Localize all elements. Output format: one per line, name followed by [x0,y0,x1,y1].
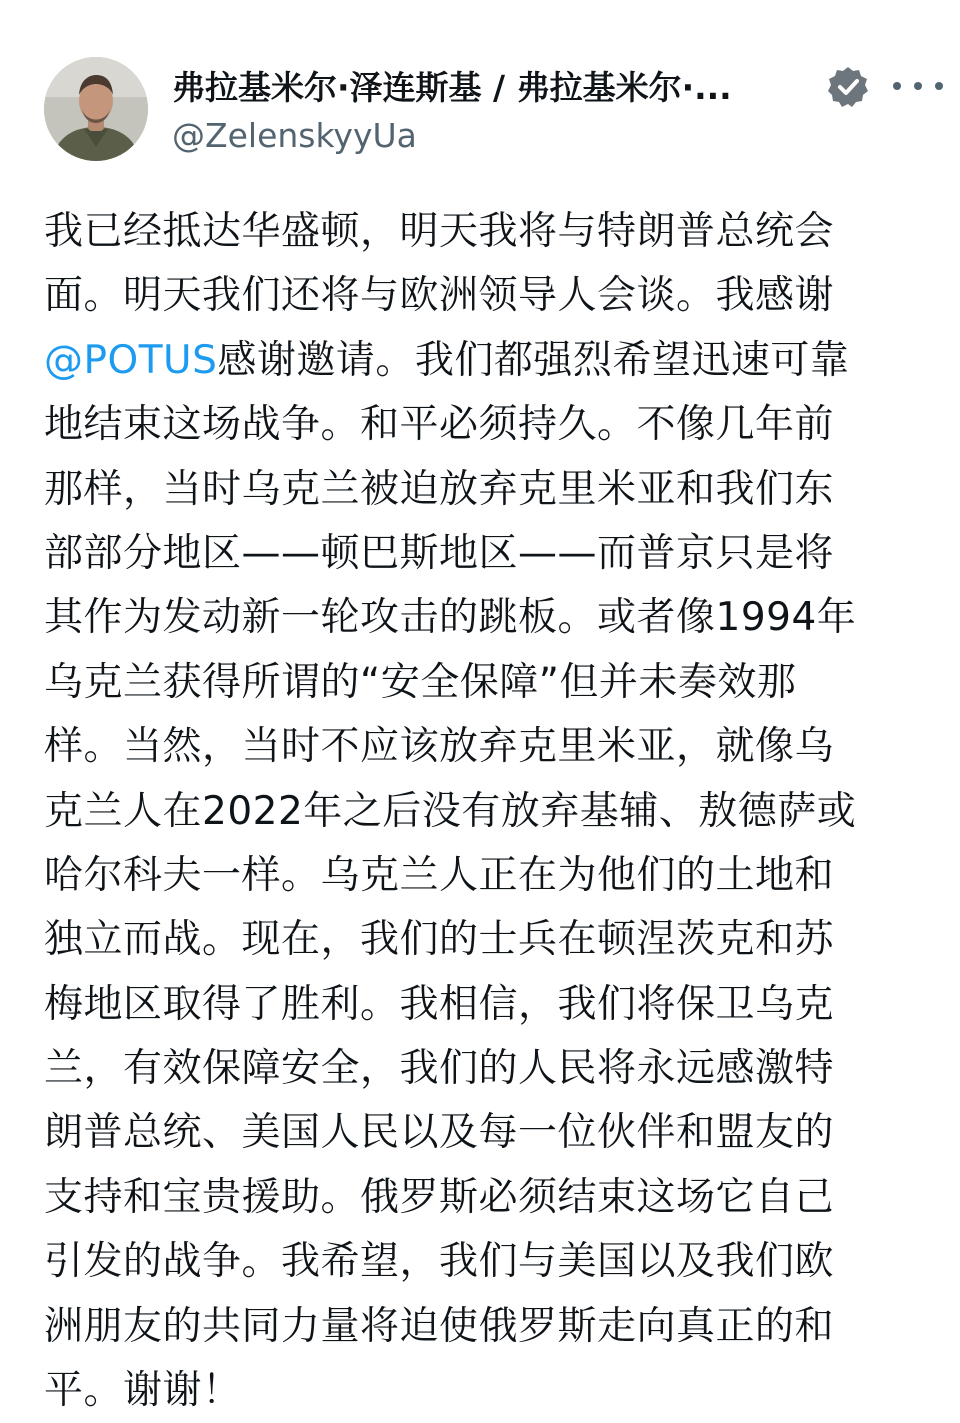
handle[interactable]: @ZelenskyyUa [172,116,417,155]
verified-badge-icon [826,65,870,109]
post-line: 我已经抵达华盛顿，明天我将与特朗普总统会 [44,209,835,254]
more-options-button[interactable] [893,66,943,106]
post-line: 引发的战争。我希望，我们与美国以及我们欧 [44,1239,835,1285]
post-line [44,329,944,393]
post-line: 地结束这场战争。和平必须持久。不像几年前 [44,402,835,448]
post-line-text: 感谢邀请。我们都强烈希望迅速可靠 [217,337,850,383]
more-horizontal-icon [893,82,901,90]
display-name[interactable]: 弗拉基米尔·泽连斯基 / 弗拉基米尔·... [172,68,732,107]
avatar[interactable] [44,57,148,161]
avatar-image [44,57,148,161]
mention-link[interactable]: @POTUS [44,337,218,383]
post-line: 克兰人在2022年之后没有放弃基辅、敖德萨或 [44,788,857,834]
post-line: 洲朋友的共同力量将迫使俄罗斯走向真正的和 [44,1303,835,1349]
post-line: 那样，当时乌克兰被迫放弃克里米亚和我们东 [44,466,835,512]
post-line: 样。当然，当时不应该放弃克里米亚，就像乌 [44,724,835,770]
post-line: 平。谢谢！ [44,1368,242,1414]
post-line: 乌克兰获得所谓的“安全保障”但并未奏效那 [44,659,797,705]
post-header [0,0,960,170]
post-line: 兰，有效保障安全，我们的人民将永远感激特 [44,1046,835,1092]
post-line: 部部分地区——顿巴斯地区——而普京只是将 [44,530,835,576]
post-text [44,200,944,1423]
post-line: 面。明天我们还将与欧洲领导人会谈。我感谢 [44,273,835,319]
post-line: 梅地区取得了胜利。我相信，我们将保卫乌克 [44,981,835,1027]
post-line: 哈尔科夫一样。乌克兰人正在为他们的土地和 [44,852,835,898]
post-line: 独立而战。现在，我们的士兵在顿涅茨克和苏 [44,917,835,963]
post-line: 支持和宝贵援助。俄罗斯必须结束这场它自己 [44,1174,835,1220]
post-line: 其作为发动新一轮攻击的跳板。或者像1994年 [44,595,857,641]
post-line: 朗普总统、美国人民以及每一位伙伴和盟友的 [44,1110,835,1156]
